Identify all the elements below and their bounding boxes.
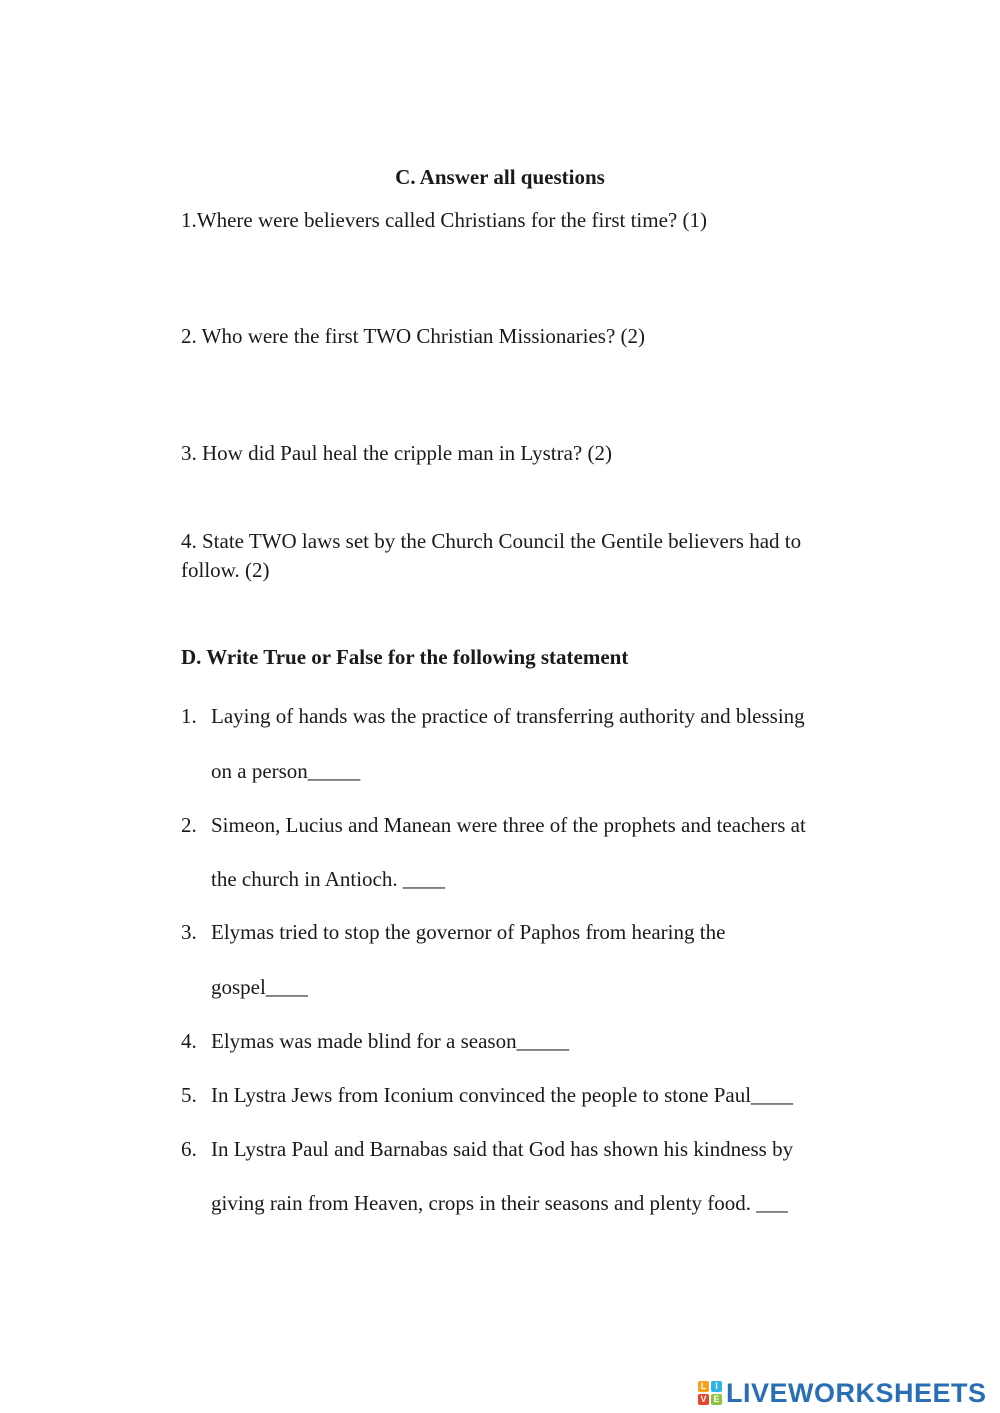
- item-2-number: 2.: [181, 813, 197, 837]
- item-3-number: 3.: [181, 920, 197, 944]
- item-1-line-1: Laying of hands was the practice of transferring authority and blessing: [211, 704, 805, 728]
- item-3-line-2: gospel____: [211, 975, 308, 999]
- item-4-line-1: Elymas was made blind for a season_____: [211, 1029, 570, 1053]
- logo-mark-l: L: [698, 1381, 709, 1392]
- question-1: 1.Where were believers called Christians for the first time? (1): [181, 208, 707, 232]
- item-6-number: 6.: [181, 1137, 197, 1161]
- section-d-title: D. Write True or False for the following statement: [181, 645, 629, 669]
- item-4-number: 4.: [181, 1029, 197, 1053]
- logo-text: LIVEWORKSHEETS: [726, 1377, 987, 1408]
- logo-mark-v: V: [698, 1394, 709, 1405]
- item-5-line-1: In Lystra Jews from Iconium convinced the people to stone Paul____: [211, 1083, 794, 1107]
- question-3: 3. How did Paul heal the cripple man in Lystra? (2): [181, 441, 612, 465]
- item-2-line-1: Simeon, Lucius and Manean were three of the prophets and teachers at: [211, 813, 806, 837]
- logo-mark-e: E: [711, 1394, 722, 1405]
- question-4-line-1: 4. State TWO laws set by the Church Council the Gentile believers had to: [181, 529, 802, 553]
- item-6-line-2: giving rain from Heaven, crops in their seasons and plenty food. ___: [211, 1191, 788, 1215]
- question-2: 2. Who were the first TWO Christian Missionaries? (2): [181, 324, 646, 348]
- question-4-line-2: follow. (2): [181, 558, 270, 582]
- logo-mark-i: I: [711, 1381, 722, 1392]
- section-c-title: C. Answer all questions: [395, 165, 605, 189]
- liveworksheets-logo-icon: [698, 1381, 722, 1405]
- item-1-number: 1.: [181, 704, 197, 728]
- item-6-line-1: In Lystra Paul and Barnabas said that God has shown his kindness by: [211, 1137, 794, 1161]
- item-2-line-2: the church in Antioch. ____: [211, 867, 445, 891]
- item-3-line-1: Elymas tried to stop the governor of Paphos from hearing the: [211, 920, 726, 944]
- item-5-number: 5.: [181, 1083, 197, 1107]
- liveworksheets-logo[interactable]: [698, 1376, 987, 1410]
- item-1-line-2: on a person_____: [211, 759, 361, 783]
